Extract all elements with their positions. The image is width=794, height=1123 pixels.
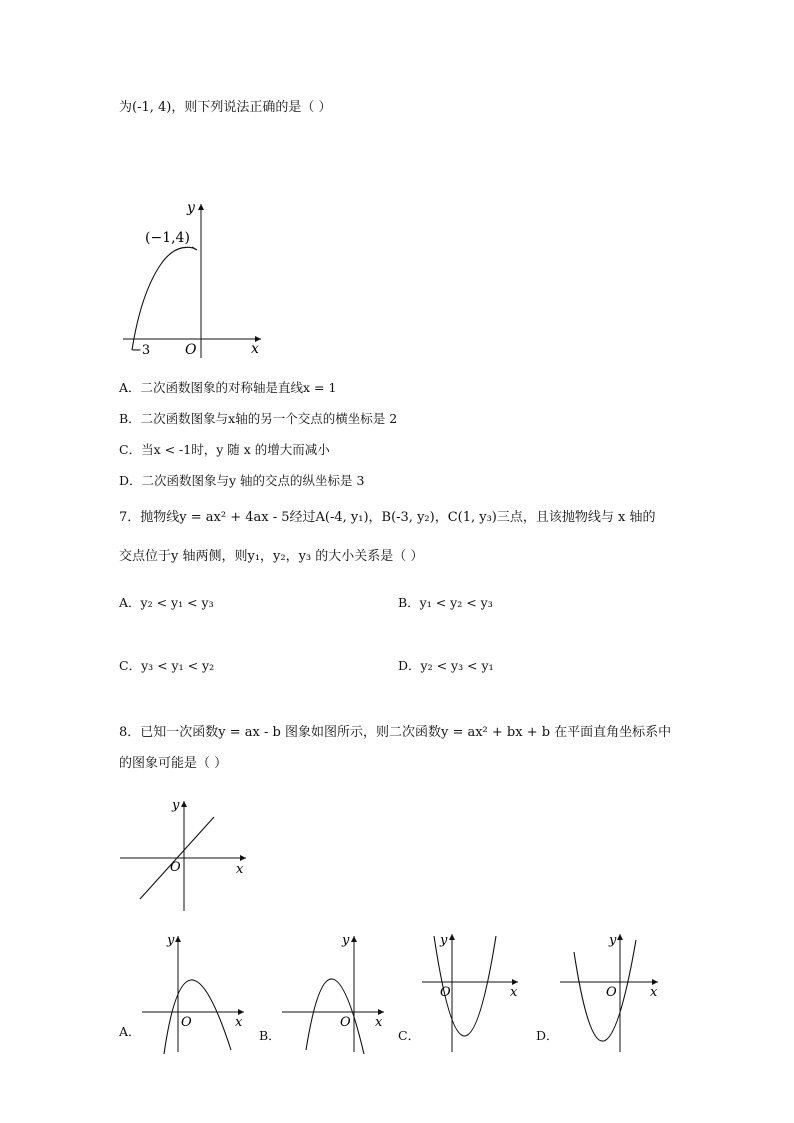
q7-stem-line2: 交点位于y 轴两侧，则y₁，y₂，y₃ 的大小关系是（ ） — [119, 549, 424, 564]
q6-origin-label: O — [185, 342, 197, 358]
q8-choice-c-letter: C． — [398, 1028, 421, 1043]
q6-option-b: B．二次函数图象与x轴的另一个交点的横坐标是 2 — [119, 411, 398, 426]
q8-choice-a-graph — [140, 930, 250, 1055]
q7-option-b: B．y₁ < y₂ < y₃ — [398, 595, 493, 610]
q8-b-origin-label: O — [340, 1015, 351, 1030]
q7-option-d: D．y₂ < y₃ < y₁ — [398, 658, 494, 673]
q8-c-x-label: x — [510, 985, 518, 1000]
q8-a-parabola — [164, 980, 231, 1054]
q8-b-parabola — [306, 979, 364, 1054]
q6-option-c: C．当x < -1时，y 随 x 的增大而减小 — [119, 442, 330, 457]
q8-a-origin-label: O — [181, 1015, 192, 1030]
q6-y-label: y — [187, 200, 195, 216]
q6-root-label: −3 — [131, 343, 151, 358]
q8-d-x-label: x — [650, 985, 658, 1000]
q8-b-x-label: x — [375, 1015, 383, 1030]
q8-a-x-label: x — [235, 1015, 243, 1030]
q7-stem-line1: 7．抛物线y = ax² + 4ax - 5经过A(-4, y₁)，B(-3, y₂)，C(1, y₃)三点，且该抛物线与 x 轴的 — [119, 510, 656, 525]
q6-option-d: D．二次函数图象与y 轴的交点的纵坐标是 3 — [119, 473, 365, 488]
q8-b-y-label: y — [342, 933, 350, 948]
q8-x-label: x — [236, 862, 244, 877]
q8-a-y-label: y — [167, 933, 175, 948]
q8-d-parabola — [574, 940, 636, 1041]
q7-option-c: C．y₃ < y₁ < y₂ — [119, 658, 215, 673]
q8-line-figure — [118, 795, 258, 915]
q8-choice-b-graph — [280, 930, 390, 1055]
q6-option-a: A．二次函数图象的对称轴是直线x = 1 — [119, 380, 337, 395]
q7-option-a: A．y₂ < y₁ < y₃ — [119, 595, 214, 610]
q6-x-label: x — [251, 341, 259, 357]
q6-vertex-label: (−1,4) — [145, 230, 190, 246]
q8-choice-c-graph — [420, 928, 530, 1053]
q8-y-label: y — [172, 798, 180, 813]
q6-parabola-curve — [132, 247, 197, 350]
q8-choice-d-graph — [558, 928, 668, 1053]
q8-c-origin-label: O — [440, 985, 451, 1000]
q8-c-y-label: y — [440, 933, 448, 948]
q8-d-y-label: y — [609, 933, 617, 948]
q8-choice-a-letter: A． — [119, 1024, 141, 1039]
q8-stem-line1: 8．已知一次函数y = ax - b 图象如图所示，则二次函数y = ax² + bx + b 在平面直角坐标系中 — [119, 725, 672, 740]
q8-stem-line2: 的图象可能是（ ） — [119, 756, 228, 771]
q6-parabola-figure — [115, 198, 275, 358]
q8-choice-d-letter: D． — [536, 1028, 559, 1043]
q8-choice-b-letter: B． — [259, 1028, 281, 1043]
q8-origin-label: O — [170, 860, 181, 875]
q8-d-origin-label: O — [606, 985, 617, 1000]
q6-stem: 为(-1, 4)，则下列说法正确的是（ ） — [119, 100, 332, 115]
